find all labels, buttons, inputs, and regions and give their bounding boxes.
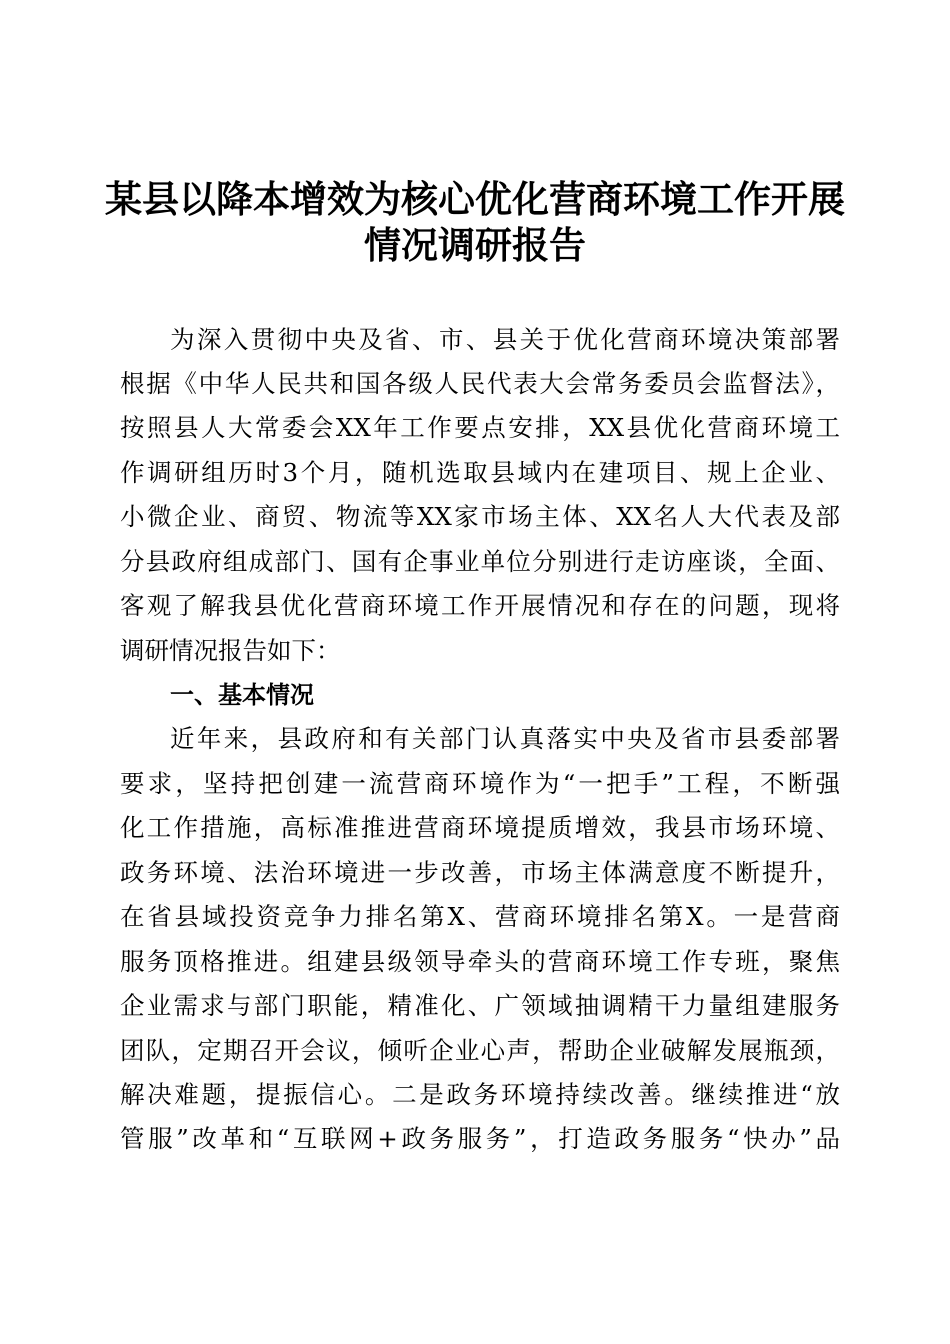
intro-paragraph-line: 分县政府组成部门、国有企事业单位分别进行走访座谈，全面、 — [120, 547, 840, 576]
intro-paragraph-line: 作调研组历时3个月，随机选取县域内在建项目、规上企业、 — [120, 458, 840, 487]
document-title-line-1: 某县以降本增效为核心优化营商环境工作开展 — [105, 177, 845, 221]
intro-paragraph-line: 客观了解我县优化营商环境工作开展情况和存在的问题，现将 — [120, 591, 840, 620]
intro-paragraph-line: 调研情况报告如下： — [120, 636, 341, 665]
document-title-line-2: 情况调研报告 — [364, 223, 586, 267]
intro-paragraph-line: 小微企业、商贸、物流等XX家市场主体、XX名人大代表及部 — [120, 502, 840, 531]
section-paragraph-line: 近年来，县政府和有关部门认真落实中央及省市县委部署 — [170, 724, 840, 753]
section-paragraph-line: 要求，坚持把创建一流营商环境作为“一把手”工程，不断强 — [120, 769, 840, 798]
section-heading-basic-situation: 一、基本情况 — [170, 681, 314, 709]
section-paragraph-line: 解决难题，提振信心。二是政务环境持续改善。继续推进“放 — [120, 1080, 840, 1109]
section-paragraph-line: 政务环境、法治环境进一步改善，市场主体满意度不断提升， — [120, 858, 840, 887]
section-paragraph-line: 团队，定期召开会议，倾听企业心声，帮助企业破解发展瓶颈， — [120, 1036, 840, 1065]
intro-paragraph-line: 按照县人大常委会XX年工作要点安排，XX县优化营商环境工 — [120, 413, 840, 442]
intro-paragraph-line: 根据《中华人民共和国各级人民代表大会常务委员会监督法》， — [120, 369, 840, 398]
section-paragraph-line: 服务顶格推进。组建县级领导牵头的营商环境工作专班，聚焦 — [120, 947, 840, 976]
section-paragraph-line: 企业需求与部门职能，精准化、广领域抽调精干力量组建服务 — [120, 991, 840, 1020]
intro-paragraph-line: 为深入贯彻中央及省、市、县关于优化营商环境决策部署 — [170, 325, 840, 354]
section-paragraph-line: 化工作措施，高标准推进营商环境提质增效，我县市场环境、 — [120, 813, 840, 842]
section-paragraph-line: 在省县域投资竞争力排名第X、营商环境排名第X。一是营商 — [120, 902, 840, 931]
section-paragraph-line: 管服”改革和“互联网+政务服务”，打造政务服务“快办”品 — [120, 1124, 840, 1153]
